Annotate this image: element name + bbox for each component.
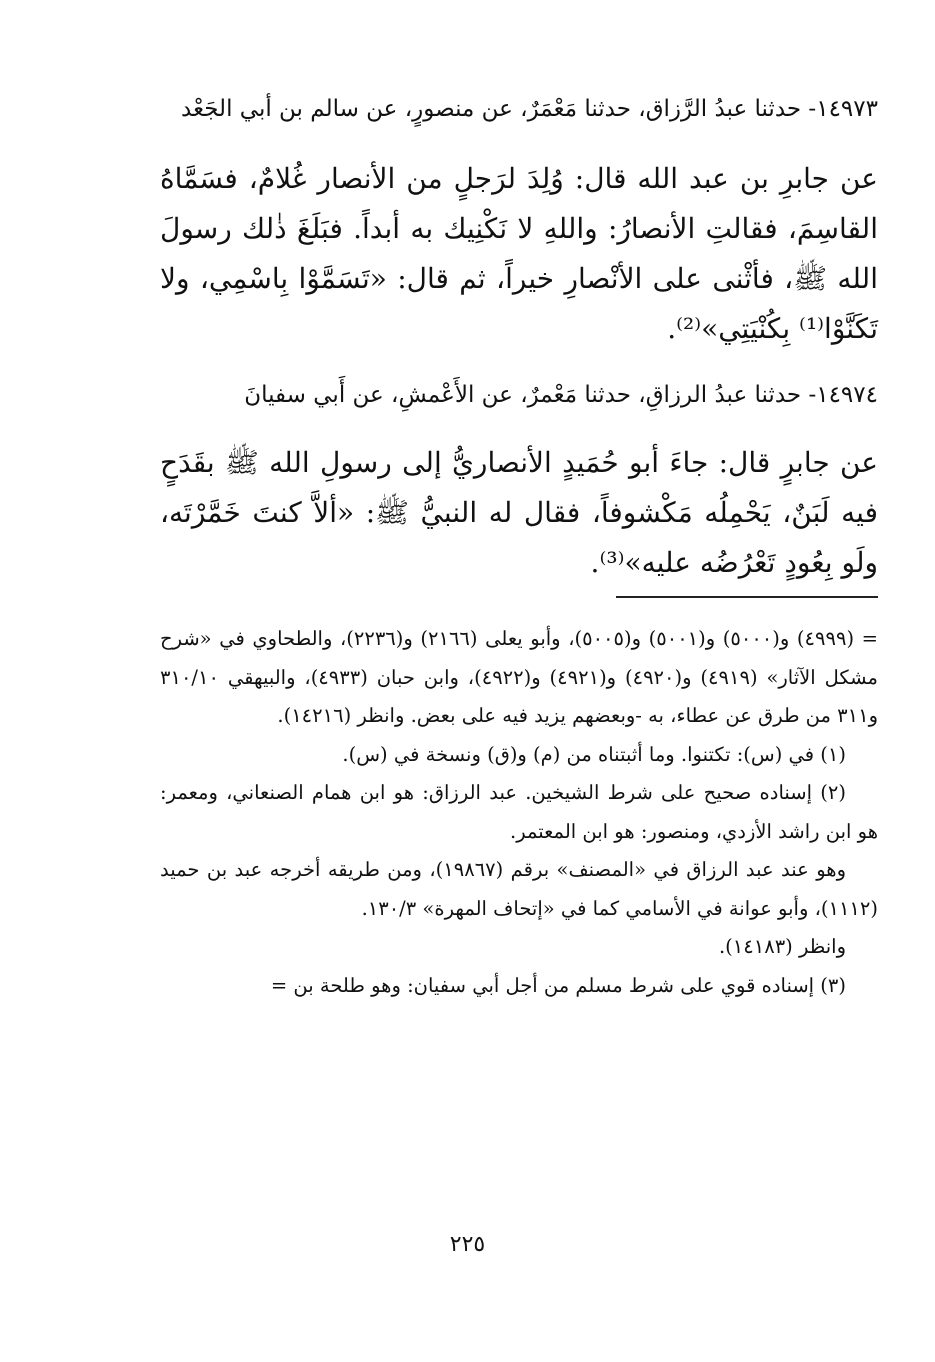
hadith-14974-isnad: ١٤٩٧٤- حدثنا عبدُ الرزاقِ، حدثنا مَعْمرٌ، عن الأَعْمشِ، عن أَبي سفيانَ (244, 382, 878, 408)
hadith-14973-isnad: ١٤٩٧٣- حدثنا عبدُ الرَّزاق، حدثنا مَعْمَرٌ، عن منصورٍ، عن سالم بن أبي الجَعْد (181, 96, 878, 122)
footnote-2: (٢) إسناده صحيح على شرط الشيخين. عبد الرزاق: هو ابن همام الصنعاني، ومعمر: هو ابن راشد الأزدي، ومنصور: هو ابن المعتمر. (160, 781, 878, 843)
footnotes (160, 620, 878, 1005)
footnote-2-see-also: وانظر (١٤١٨٣). (718, 935, 846, 958)
footnote-3: (٣) إسناده قوي على شرط مسلم من أجل أبي سفيان: وهو طلحة بن = (270, 973, 846, 997)
footnote-continued: = (٤٩٩٩) و(٥٠٠٠) و(٥٠٠١) و(٥٠٠٥)، وأبو يعلى (٢١٦٦) و(٢٢٣٦)، والطحاوي في «شرح مشكل الآثار» (٤٩١٩) و(٤٩٢٠) و(٤٩٢١) و(٤٩٢٢)، وابن حبان (٤٩٣٣)، والبيهقي ٣١٠/١٠ و٣١١ من طرق عن عطاء، به -وبعضهم يزيد فيه على بعض. وانظر (١٤٢١٦). (160, 627, 878, 727)
page-body (160, 90, 878, 1330)
footnote-divider (616, 596, 878, 598)
hadith-14974-matn: عن جابرٍ قال: جاءَ أبو حُمَيدٍ الأنصاريُّ إلى رسولِ الله ﷺ بقَدَحٍ فيه لَبَنٌ، يَحْمِلُه مَكْشوفاً، فقال له النبيُّ ﷺ: «ألاَّ كنتَ خَمَّرْتَه، ولَو بِعُودٍ تَعْرُضُه عليه»⁽³⁾. (160, 446, 878, 579)
footnote-2-source: وهو عند عبد الرزاق في «المصنف» برقم (١٩٨٦٧)، ومن طريقه أخرجه عبد بن حميد (١١١٢)، وأبو عوانة في الأسامي كما في «إتحاف المهرة» ١٣٠/٣. (160, 858, 878, 920)
page-number: ٢٢٥ (449, 1232, 486, 1257)
footnote-1: (١) في (س): تكتنوا. وما أثبتناه من (م) و(ق) ونسخة في (س). (342, 742, 846, 766)
hadith-14973-matn: عن جابرِ بن عبد الله قال: وُلِدَ لرَجلٍ من الأنصار غُلامٌ، فسَمَّاهُ القاسِمَ، فقالتِ الأنصارُ: واللهِ لا نَكْنِيك به أبداً. فبَلَغَ ذٰلك رسولَ الله ﷺ، فأثْنى على الأنْصارِ خيراً، ثم قال: «تَسَمَّوْا بِاسْمِي، ولا تَكَنَّوْا⁽¹⁾ بِكُنْيَتِي»⁽²⁾. (160, 162, 878, 345)
